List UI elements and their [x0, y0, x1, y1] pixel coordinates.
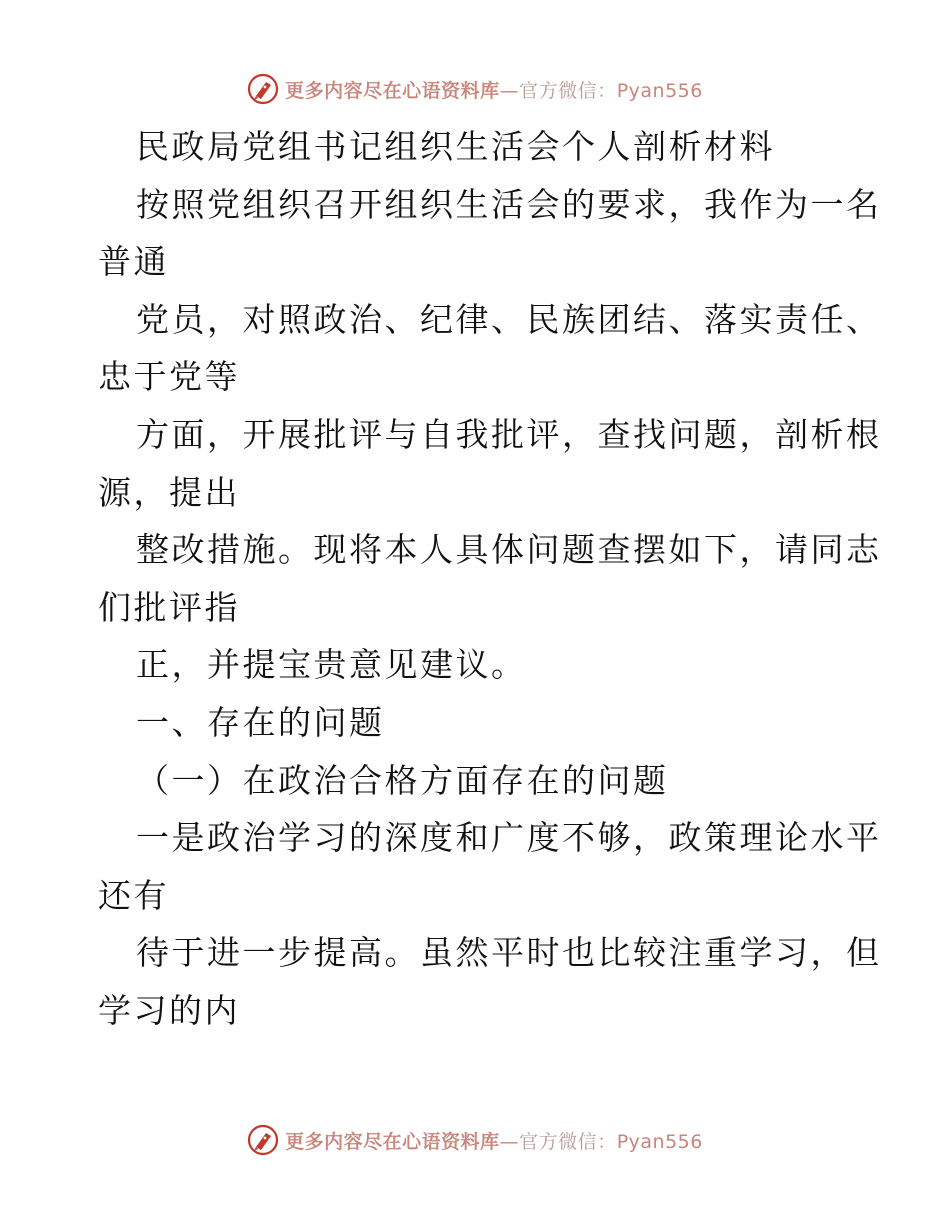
document-line: 民政局党组书记组织生活会个人剖析材料	[136, 127, 775, 166]
document-body	[98, 118, 882, 1040]
pen-nib-logo-icon	[247, 1124, 279, 1156]
pen-nib-logo-icon	[247, 73, 279, 105]
document-line: 正，并提宝贵意见建议。	[136, 645, 527, 685]
watermark-footer	[0, 1123, 950, 1157]
watermark-separator: —	[499, 79, 520, 102]
document-line: 普通	[98, 242, 169, 282]
watermark-brand: 更多内容尽在心语资料库	[285, 79, 500, 102]
document-line: 按照党组织召开组织生活会的要求，我作为一名	[136, 184, 882, 224]
watermark-account: Pyan556	[616, 79, 703, 102]
watermark-separator: —	[499, 1130, 520, 1153]
document-line: 还有	[98, 875, 169, 915]
document-line: 待于进一步提高。虽然平时也比较注重学习，但	[136, 933, 882, 973]
watermark-text	[285, 76, 703, 103]
watermark-header	[0, 72, 950, 106]
watermark-label: 官方微信：	[519, 1130, 617, 1153]
document-line: 一是政治学习的深度和广度不够，政策理论水平	[136, 818, 882, 858]
document-line: 们批评指	[98, 587, 240, 627]
document-line: 整改措施。现将本人具体问题查摆如下，请同志	[136, 530, 882, 570]
document-line: 一、存在的问题	[136, 702, 385, 742]
watermark-label: 官方微信：	[519, 79, 617, 102]
document-line: 忠于党等	[98, 357, 240, 397]
watermark-brand: 更多内容尽在心语资料库	[285, 1130, 500, 1153]
watermark-account: Pyan556	[616, 1130, 703, 1153]
document-line: （一）在政治合格方面存在的问题	[136, 760, 669, 800]
document-line: 方面，开展批评与自我批评，查找问题，剖析根	[136, 414, 882, 454]
document-line: 源，提出	[98, 472, 240, 512]
watermark-text	[285, 1127, 703, 1154]
document-line: 学习的内	[98, 990, 240, 1030]
document-line: 党员，对照政治、纪律、民族团结、落实责任、	[136, 299, 882, 339]
